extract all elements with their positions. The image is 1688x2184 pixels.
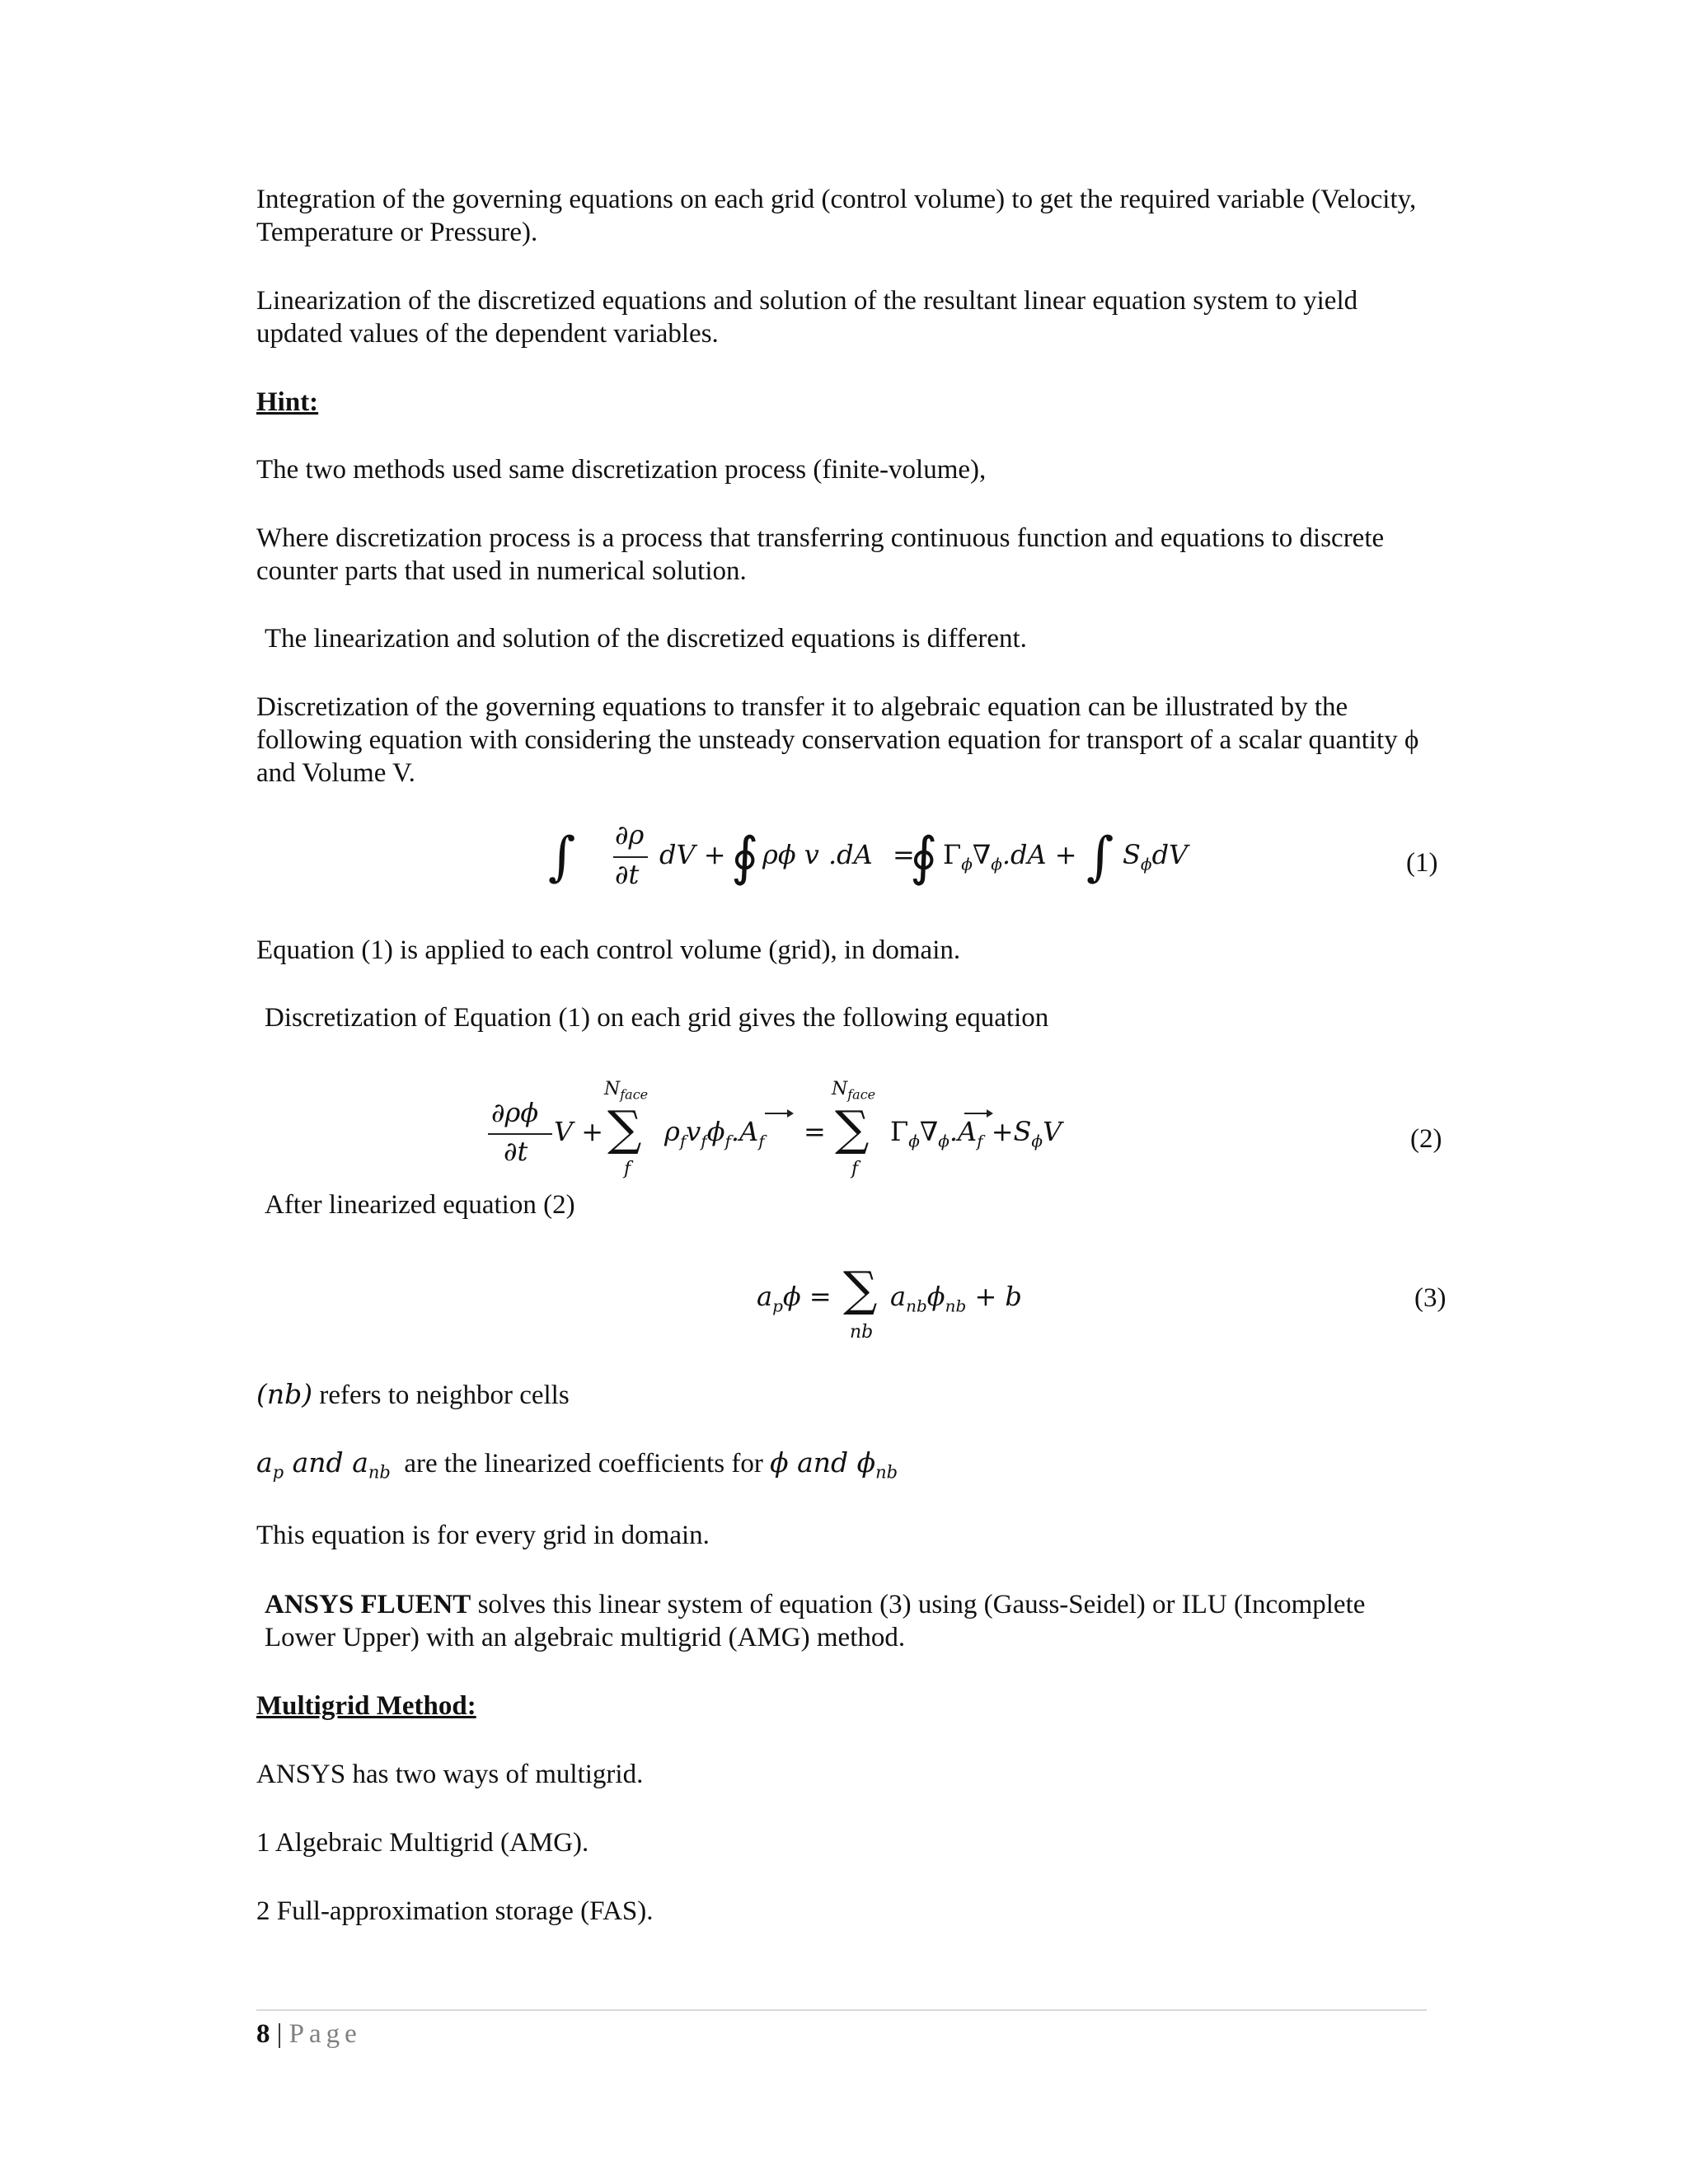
paragraph-nb-neighbor (256, 1378, 1427, 1412)
phi-symbol: ϕ (1404, 725, 1419, 755)
paragraph-discretization-process: Where discretization process is a process that transferring continuous function and equations to discrete counter parts that used in numerical solution. (256, 523, 1385, 586)
paragraph-every-grid: This equation is for every grid in domain. (256, 1521, 710, 1550)
paragraph-discretization-governing (256, 691, 1427, 790)
multigrid-heading: Multigrid Method: (256, 1691, 476, 1721)
footer-divider (256, 2009, 1427, 2011)
equation-1-number: (1) (1406, 848, 1438, 878)
list-item-fas: 2 Full-approximation storage (FAS). (256, 1896, 654, 1926)
paragraph-ansys-fluent (265, 1588, 1427, 1654)
coef-phi-symbols: ϕ and $\phi_{nb}$ (770, 1446, 898, 1483)
page-word: Page (288, 2019, 362, 2049)
nb-symbol: (nb) (256, 1378, 313, 1410)
paragraph-discretization-eq1: Discretization of Equation (1) on each grid gives the following equation (265, 1003, 1049, 1033)
p6-text-after: and Volume V. (256, 758, 415, 788)
paragraph-coefficients (256, 1446, 1427, 1489)
nb-text: refers to neighbor cells (312, 1380, 570, 1410)
list-item-amg: 1 Algebraic Multigrid (AMG). (256, 1828, 589, 1858)
ansys-fluent-bold: ANSYS FLUENT (265, 1590, 471, 1619)
page-number: 8 (256, 2019, 270, 2049)
ansys-fluent-text: solves this linear system of equation (3) using (Gauss-Seidel) or ILU (Incomplete Lower Upper) with an algebraic multigrid (AMG) method. (265, 1590, 1366, 1652)
p6-text-before: Discretization of the governing equations to transfer it to algebraic equation can be illustrated by the following equation with considering the unsteady conservation equation for transport of a scalar quantity (256, 692, 1404, 755)
paragraph-after-linearized: After linearized equation (2) (265, 1190, 575, 1220)
paragraph-equation-applied: Equation (1) is applied to each control volume (grid), in domain. (256, 935, 961, 965)
equation-3-number: (3) (1414, 1283, 1447, 1313)
page-footer (256, 2018, 362, 2050)
paragraph-integration: Integration of the governing equations on each grid (control volume) to get the required variable (Velocity, Temperature or Pressure). (256, 185, 1417, 247)
footer-separator: | (276, 2019, 283, 2049)
paragraph-two-ways: ANSYS has two ways of multigrid. (256, 1760, 644, 1789)
equation-2-number: (2) (1410, 1124, 1442, 1154)
paragraph-linearization: Linearization of the discretized equations and solution of the resultant linear equation system to yield updated values of the dependent variables. (256, 286, 1358, 349)
coef-text: are the linearized coefficients for (404, 1449, 771, 1479)
paragraph-linearization-different: The linearization and solution of the discretized equations is different. (265, 624, 1027, 654)
hint-heading: Hint: (256, 387, 319, 417)
paragraph-methods: The two methods used same discretization process (finite-volume), (256, 455, 987, 485)
coef-symbols: $a_p$ and $a_{nb}$ (256, 1446, 391, 1483)
